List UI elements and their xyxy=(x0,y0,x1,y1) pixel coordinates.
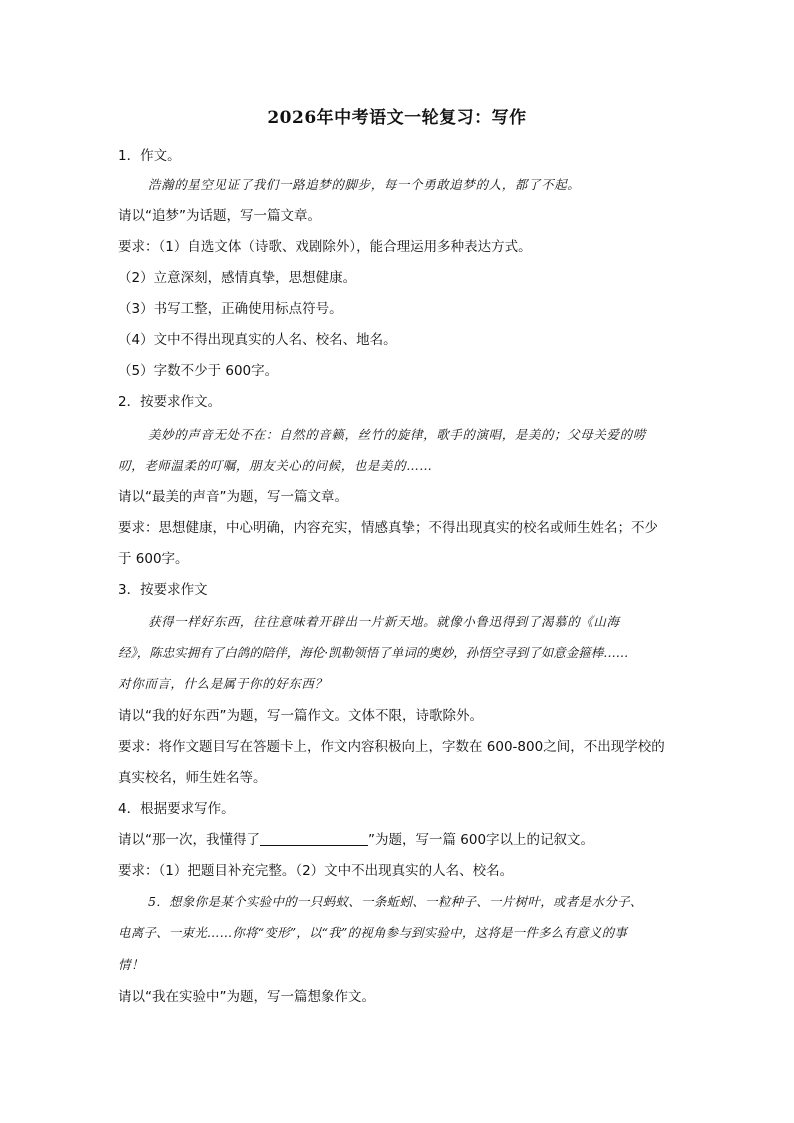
q5-text-line1: 5．想象你是某个实验中的一只蚂蚁、一条蚯蚓、一粒种子、一片树叶，或者是水分子、 xyxy=(148,894,643,909)
q1-prompt: 请以“追梦”为话题，写一篇文章。 xyxy=(118,208,321,224)
q2-req-line2: 于 600字。 xyxy=(118,551,189,567)
q3-material-line3: 对你而言，什么是属于你的好东西？ xyxy=(118,676,328,691)
q1-req4: （4）文中不得出现真实的人名、校名、地名。 xyxy=(118,332,397,348)
q5-text-line3: 情！ xyxy=(118,957,145,972)
q1-req2: （2）立意深刻，感情真挚，思想健康。 xyxy=(118,270,357,286)
fill-blank xyxy=(260,831,368,846)
q4-heading: 4．根据要求写作。 xyxy=(118,801,235,817)
q1-heading: 1．作文。 xyxy=(118,148,181,164)
q4-prompt-after: ”为题，写一篇 600字以上的记叙文。 xyxy=(368,832,595,848)
q2-heading: 2．按要求作文。 xyxy=(118,394,222,410)
q1-material: 浩瀚的星空见证了我们一路追梦的脚步，每一个勇敢追梦的人，都了不起。 xyxy=(148,177,581,192)
q3-heading: 3．按要求作文 xyxy=(118,582,208,598)
q5-prompt: 请以“我在实验中”为题，写一篇想象作文。 xyxy=(118,989,375,1005)
q2-material-line2: 叨，老师温柔的叮嘱，朋友关心的问候，也是美的…… xyxy=(118,458,433,473)
q3-req-line1: 要求：将作文题目写在答题卡上，作文内容积极向上，字数在 600-800之间，不出现学校的 xyxy=(118,739,665,755)
q2-req-line1: 要求：思想健康，中心明确，内容充实，情感真挚；不得出现真实的校名或师生姓名；不少 xyxy=(118,520,658,536)
q3-prompt: 请以“我的好东西”为题，写一篇作文。文体不限，诗歌除外。 xyxy=(118,708,483,724)
q4-prompt-before: 请以“那一次，我懂得了 xyxy=(118,832,260,848)
q4-req: 要求：（1）把题目补充完整。（2）文中不出现真实的人名、校名。 xyxy=(118,863,514,879)
q4-prompt xyxy=(118,830,688,850)
q1-req5: （5）字数不少于 600字。 xyxy=(118,363,279,379)
page-title: 2026年中考语文一轮复习：写作 xyxy=(267,108,527,128)
q3-req-line2: 真实校名，师生姓名等。 xyxy=(118,770,267,786)
q1-req3: （3）书写工整，正确使用标点符号。 xyxy=(118,301,343,317)
q3-material-line2: 经》，陈忠实拥有了白鸽的陪伴，海伦·凯勒领悟了单词的奥妙，孙悟空寻到了如意金箍棒…… xyxy=(118,645,629,660)
q3-material-line1: 获得一样好东西，往往意味着开辟出一片新天地。就像小鲁迅得到了渴慕的《山海 xyxy=(148,614,620,629)
q2-prompt: 请以“最美的声音”为题，写一篇文章。 xyxy=(118,489,348,505)
q2-material-line1: 美妙的声音无处不在：自然的音籁，丝竹的旋律，歌手的演唱，是美的；父母关爱的唠 xyxy=(148,427,646,442)
q1-req1: 要求：（1）自选文体（诗歌、戏剧除外），能合理运用多种表达方式。 xyxy=(118,239,532,255)
q5-text-line2: 电离子、一束光……你将“变形”，以“我”的视角参与到实验中，这将是一件多么有意义的事 xyxy=(118,925,627,940)
